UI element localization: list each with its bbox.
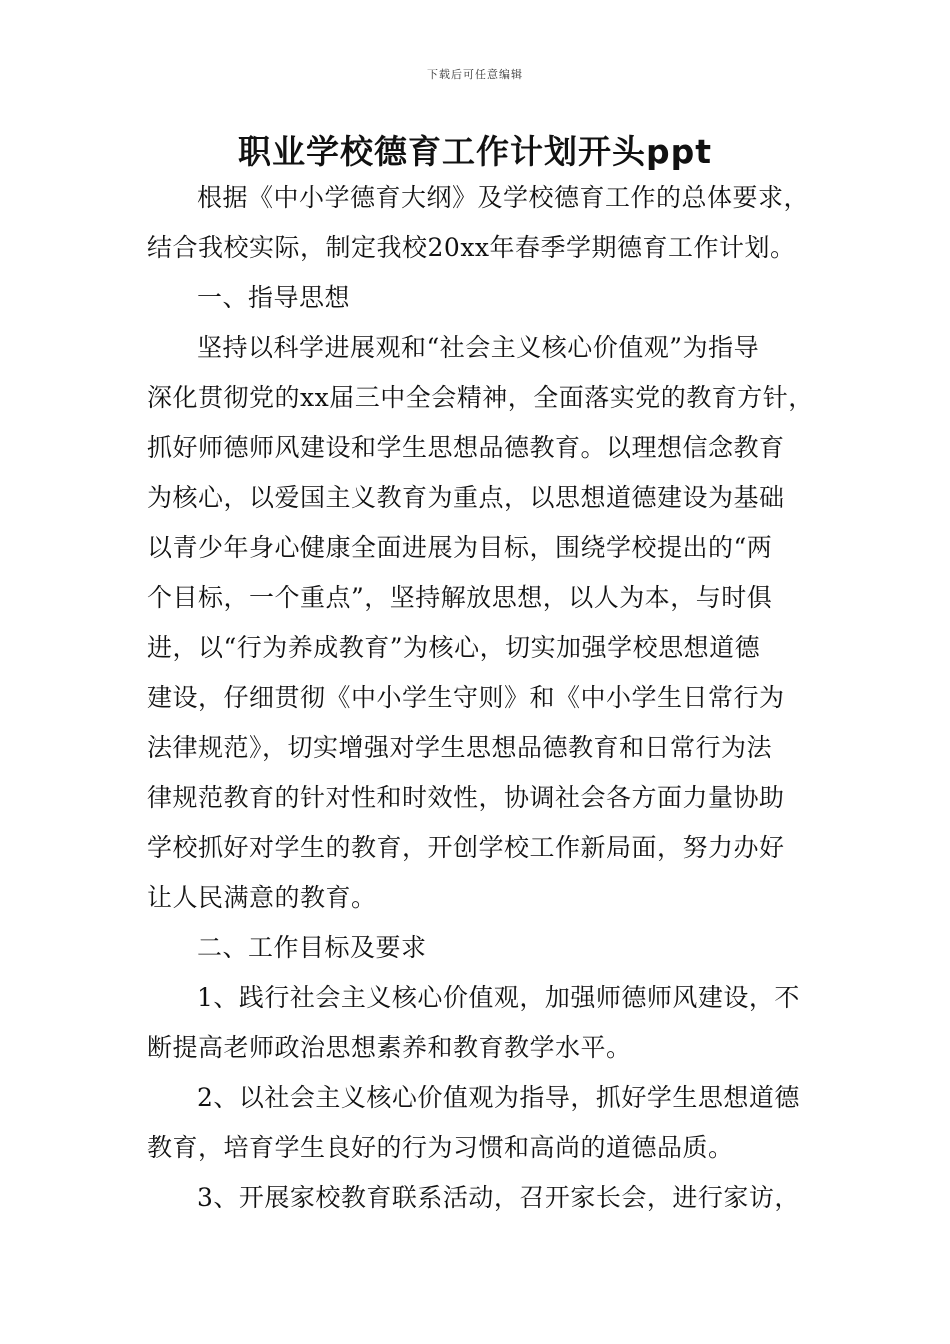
text-line: 一、指导思想	[197, 283, 351, 312]
text-line: 二、工作目标及要求	[197, 933, 427, 962]
text-line: 1、践行社会主义核心价值观，加强师德师风建设，不	[197, 983, 800, 1012]
text-line: 学校抓好对学生的教育，开创学校工作新局面，努力办好	[147, 833, 785, 862]
text-line: 建设，仔细贯彻《中小学生守则》和《中小学生日常行为	[147, 683, 785, 712]
text-line: 教育，培育学生良好的行为习惯和高尚的道德品质。	[147, 1133, 734, 1162]
text-line: 断提高老师政治思想素养和教育教学水平。	[147, 1033, 632, 1062]
document-body	[147, 173, 814, 1223]
text-line: 进，以“行为养成教育”为核心，切实加强学校思想道德	[147, 633, 761, 662]
document-title: 职业学校德育工作计划开头ppt	[237, 132, 713, 171]
text-line: 坚持以科学进展观和“社会主义核心价值观”为指导	[197, 333, 760, 362]
header-note: 下载后可任意编辑	[427, 68, 523, 81]
text-line: 深化贯彻党的xx届三中全会精神，全面落实党的教育方针，	[147, 383, 814, 412]
text-line: 以青少年身心健康全面进展为目标，围绕学校提出的“两	[147, 533, 773, 562]
text-line: 结合我校实际，制定我校20xx年春季学期德育工作计划。	[147, 233, 796, 262]
text-line: 个目标，一个重点”，坚持解放思想，以人为本，与时俱	[147, 583, 773, 612]
text-line: 2、以社会主义核心价值观为指导，抓好学生思想道德	[197, 1083, 800, 1112]
text-line: 律规范教育的针对性和时效性，协调社会各方面力量协助	[147, 783, 785, 812]
text-line: 为核心，以爱国主义教育为重点，以思想道德建设为基础	[147, 483, 785, 512]
text-line: 3、开展家校教育联系活动，召开家长会，进行家访，	[197, 1183, 800, 1212]
text-line: 法律规范》，切实增强对学生思想品德教育和日常行为法	[147, 733, 773, 762]
text-line: 抓好师德师风建设和学生思想品德教育。以理想信念教育	[147, 433, 785, 462]
text-line: 让人民满意的教育。	[147, 883, 377, 912]
text-line: 根据《中小学德育大纲》及学校德育工作的总体要求，	[197, 183, 810, 212]
